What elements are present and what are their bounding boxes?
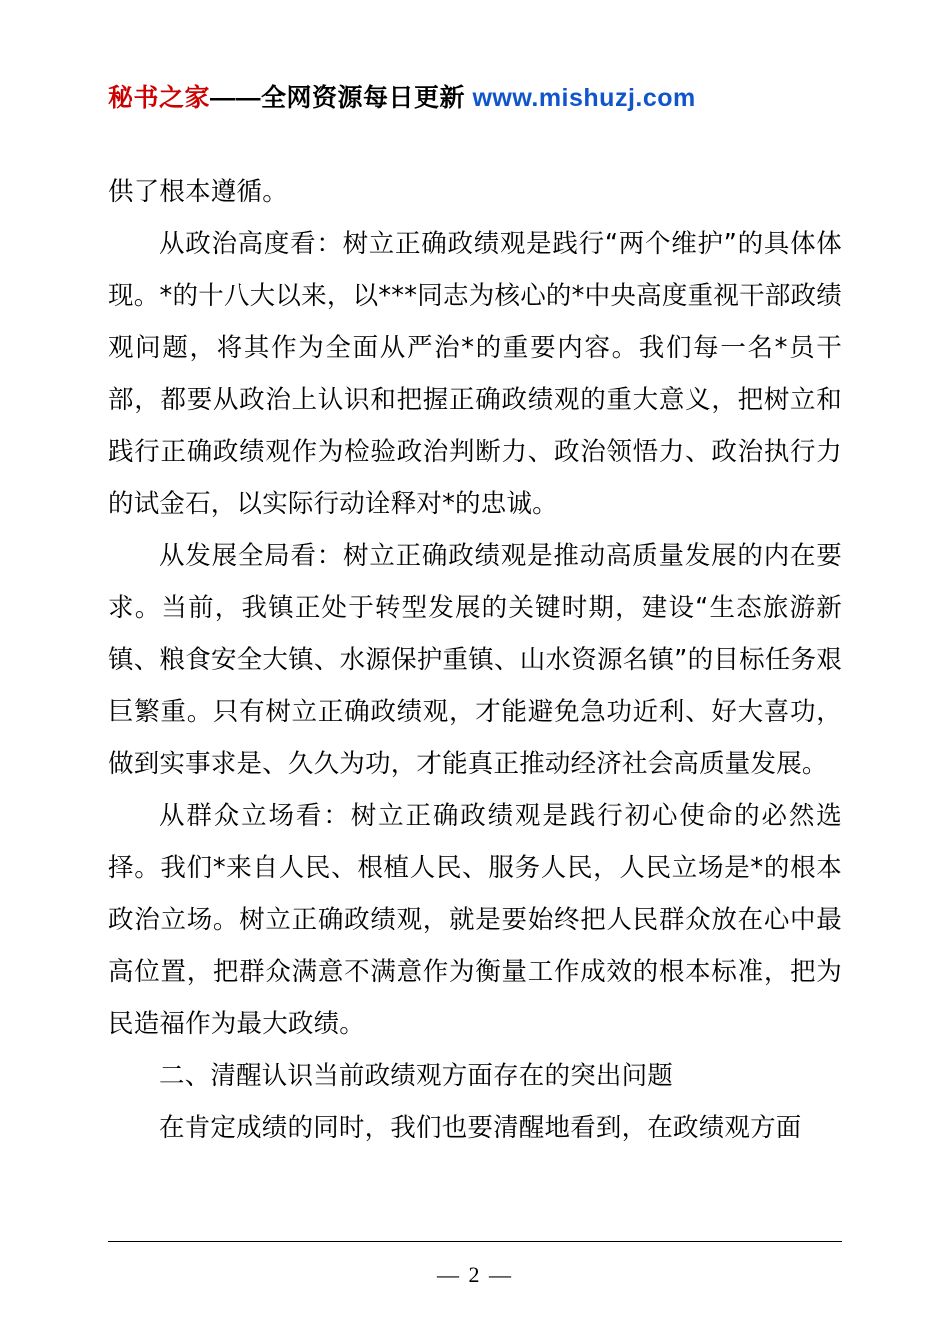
site-url-link[interactable]: www.mishuzj.com <box>472 84 696 112</box>
document-body <box>108 166 842 1154</box>
paragraph: 从政治高度看：树立正确政绩观是践行“两个维护”的具体体现。*的十八大以来，以***同志为核心的*中央高度重视干部政绩观问题，将其作为全面从严治*的重要内容。我们每一名*员干部，都要从政治上认识和把握正确政绩观的重大意义，把树立和践行正确政绩观作为检验政治判断力、政治领悟力、政治执行力的试金石，以实际行动诠释对*的忠诚。 <box>108 229 842 519</box>
paragraph: 从群众立场看：树立正确政绩观是践行初心使命的必然选择。我们*来自人民、根植人民、服务人民，人民立场是*的根本政治立场。树立正确政绩观，就是要始终把人民群众放在心中最高位置，把群众满意不满意作为衡量工作成效的根本标准，把为民造福作为最大政绩。 <box>108 801 842 1039</box>
paragraph: 在肯定成绩的同时，我们也要清醒地看到，在政绩观方面 <box>159 1113 802 1143</box>
paragraph: 从发展全局看：树立正确政绩观是推动高质量发展的内在要求。当前，我镇正处于转型发展的关键时期，建设“生态旅游新镇、粮食安全大镇、水源保护重镇、山水资源名镇”的目标任务艰巨繁重。只有树立正确政绩观，才能避免急功近利、好大喜功，做到实事求是、久久为功，才能真正推动经济社会高质量发展。 <box>108 541 842 779</box>
paragraph: 供了根本遵循。 <box>108 177 288 207</box>
section-heading: 二、清醒认识当前政绩观方面存在的突出问题 <box>159 1061 674 1091</box>
site-tagline: ——全网资源每日更新 <box>210 84 473 112</box>
site-header <box>108 0 842 114</box>
page-number: — 2 — <box>437 1262 513 1287</box>
site-brand: 秘书之家 <box>108 84 211 112</box>
footer-divider <box>108 1241 842 1242</box>
